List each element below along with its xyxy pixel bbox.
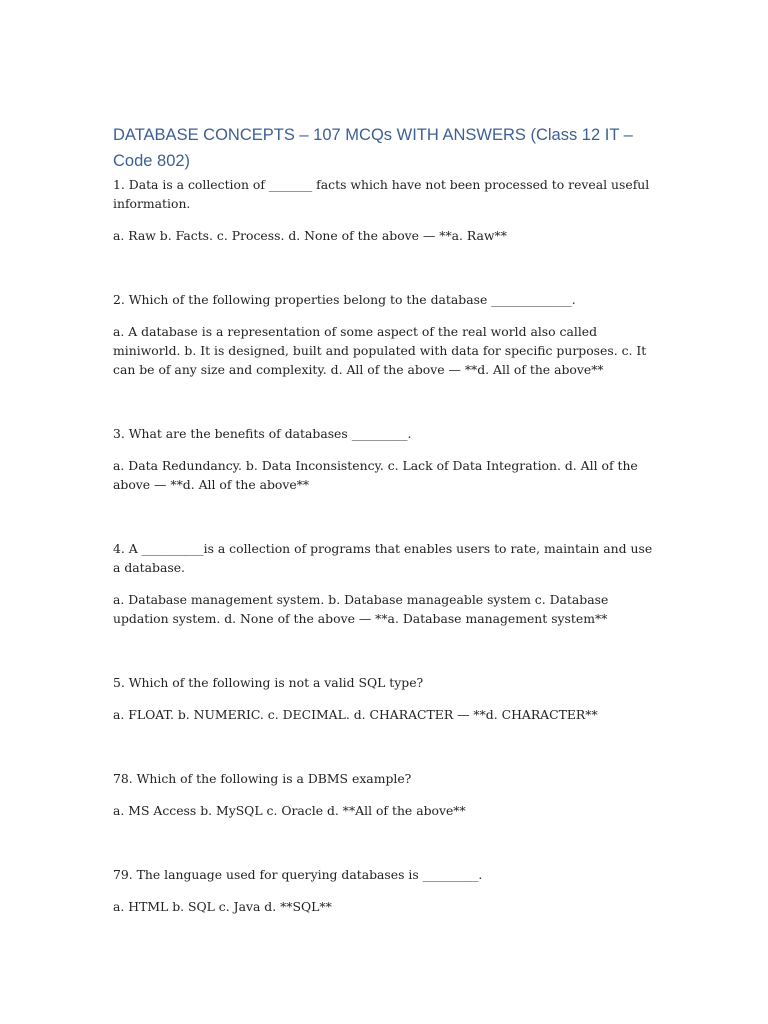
document-content xyxy=(113,122,658,916)
answer-options: a. Database management system. b. Database manageable system c. Database updation system. d. None of the above — **a. Database management system** xyxy=(113,592,609,626)
answer-options: a. Data Redundancy. b. Data Inconsistency. c. Lack of Data Integration. d. All of the above — **d. All of the above** xyxy=(113,458,638,492)
answer-options: a. HTML b. SQL c. Java d. **SQL** xyxy=(113,899,332,914)
question-text: 1. Data is a collection of _______ facts which have not been processed to reveal useful information. xyxy=(113,177,650,211)
answer-options: a. MS Access b. MySQL c. Oracle d. **All of the above** xyxy=(113,803,466,818)
document-title: DATABASE CONCEPTS – 107 MCQs WITH ANSWERS (Class 12 IT – Code 802) xyxy=(113,126,633,170)
question-item xyxy=(113,424,658,494)
question-text: 79. The language used for querying databases is _________. xyxy=(113,867,483,882)
answer-options: a. FLOAT. b. NUMERIC. c. DECIMAL. d. CHARACTER — **d. CHARACTER** xyxy=(113,707,598,722)
answer-options: a. A database is a representation of some aspect of the real world also called miniworld. b. It is designed, built and populated with data for specific purposes. c. It can be of any size and complexity. d. All of the above — **d. All of the above** xyxy=(113,324,647,377)
question-item xyxy=(113,673,658,724)
question-item xyxy=(113,769,658,820)
question-text: 2. Which of the following properties belong to the database _____________. xyxy=(113,292,576,307)
question-item xyxy=(113,539,658,628)
question-text: 4. A __________is a collection of programs that enables users to rate, maintain and use a database. xyxy=(113,541,653,575)
question-text: 5. Which of the following is not a valid SQL type? xyxy=(113,675,424,690)
answer-options: a. Raw b. Facts. c. Process. d. None of the above — **a. Raw** xyxy=(113,228,507,243)
question-item xyxy=(113,865,658,916)
question-text: 78. Which of the following is a DBMS example? xyxy=(113,771,412,786)
question-item xyxy=(113,175,658,245)
question-text: 3. What are the benefits of databases _________. xyxy=(113,426,412,441)
question-item xyxy=(113,290,658,379)
